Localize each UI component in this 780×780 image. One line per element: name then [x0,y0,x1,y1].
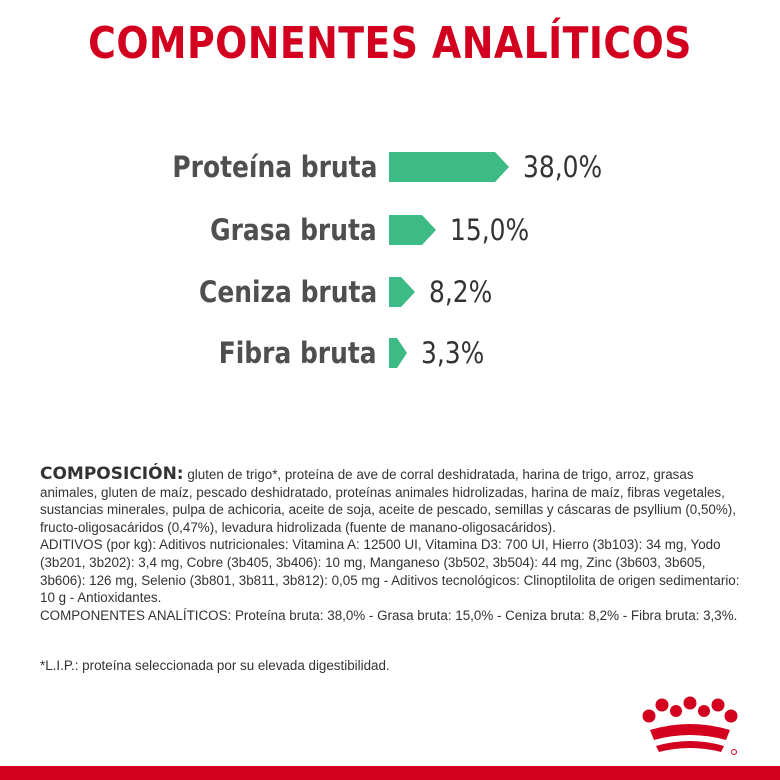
analytical-summary-text: COMPONENTES ANALÍTICOS: Proteína bruta: 38,0% - Grasa bruta: 15,0% - Ceniza bruta: 8,2% - Fibra bruta: 3,3%. [40,607,738,623]
analytic-row [0,333,780,373]
ingredients-paragraph [40,466,740,536]
analytic-bar [389,215,436,245]
analytic-value: 38,0% [523,150,603,184]
analytic-value: 3,3% [421,336,485,370]
footnote: *L.I.P.: proteína seleccionada por su elevada digestibilidad. [40,658,390,673]
analytic-label: Fibra bruta [219,336,377,370]
analytic-label: Ceniza bruta [198,275,377,309]
analytic-label: Proteína bruta [171,150,377,184]
analytic-value: 8,2% [429,275,493,309]
analytic-row [0,272,780,312]
analytic-value: 15,0% [450,213,530,247]
ingredients-text: gluten de trigo*, proteína de ave de corral deshidratada, harina de trigo, arroz, grasas animales, gluten de maíz, pescado deshidratado, proteínas animales hidrolizadas, harina de maíz, fibras vegetales, sustancias minerales, pulpa de achicoria, aceite de soja, aceite de pescado, semillas y cáscaras de psyllium (0,50%), fructo-oligosacáridos (0,47%), levadura hidrolizada (fuente de manano-oligosacáridos). [40,467,736,535]
analytic-row [0,147,780,187]
analytic-label: Grasa bruta [210,213,377,247]
additives-text: ADITIVOS (por kg): Aditivos nutricionales: Vitamina A: 12500 UI, Vitamina D3: 700 UI, Hierro (3b103): 34 mg, Yodo (3b201, 3b202): 3,4 mg, Cobre (3b405, 3b406): 10 mg, Manganeso (3b502, 3b504): 44 mg, Zinc (3b603, 3b605, 3b606): 126 mg, Selenio (3b801, 3b811, 3b812): 0,05 mg - Aditivos tecnológicos: Clinoptilolita de origen sedimentario: 10 g - Antioxidantes. [40,537,740,606]
page-title: COMPONENTES ANALÍTICOS [88,18,692,69]
analytic-bar [389,277,415,307]
royal-canin-crown-icon [636,694,744,758]
analytic-bar [389,338,407,368]
composition-block [40,466,740,624]
analytic-row [0,210,780,250]
composition-heading: COMPOSICIÓN: [40,464,184,484]
bottom-brand-bar [0,766,780,780]
analytic-bar [389,152,509,182]
